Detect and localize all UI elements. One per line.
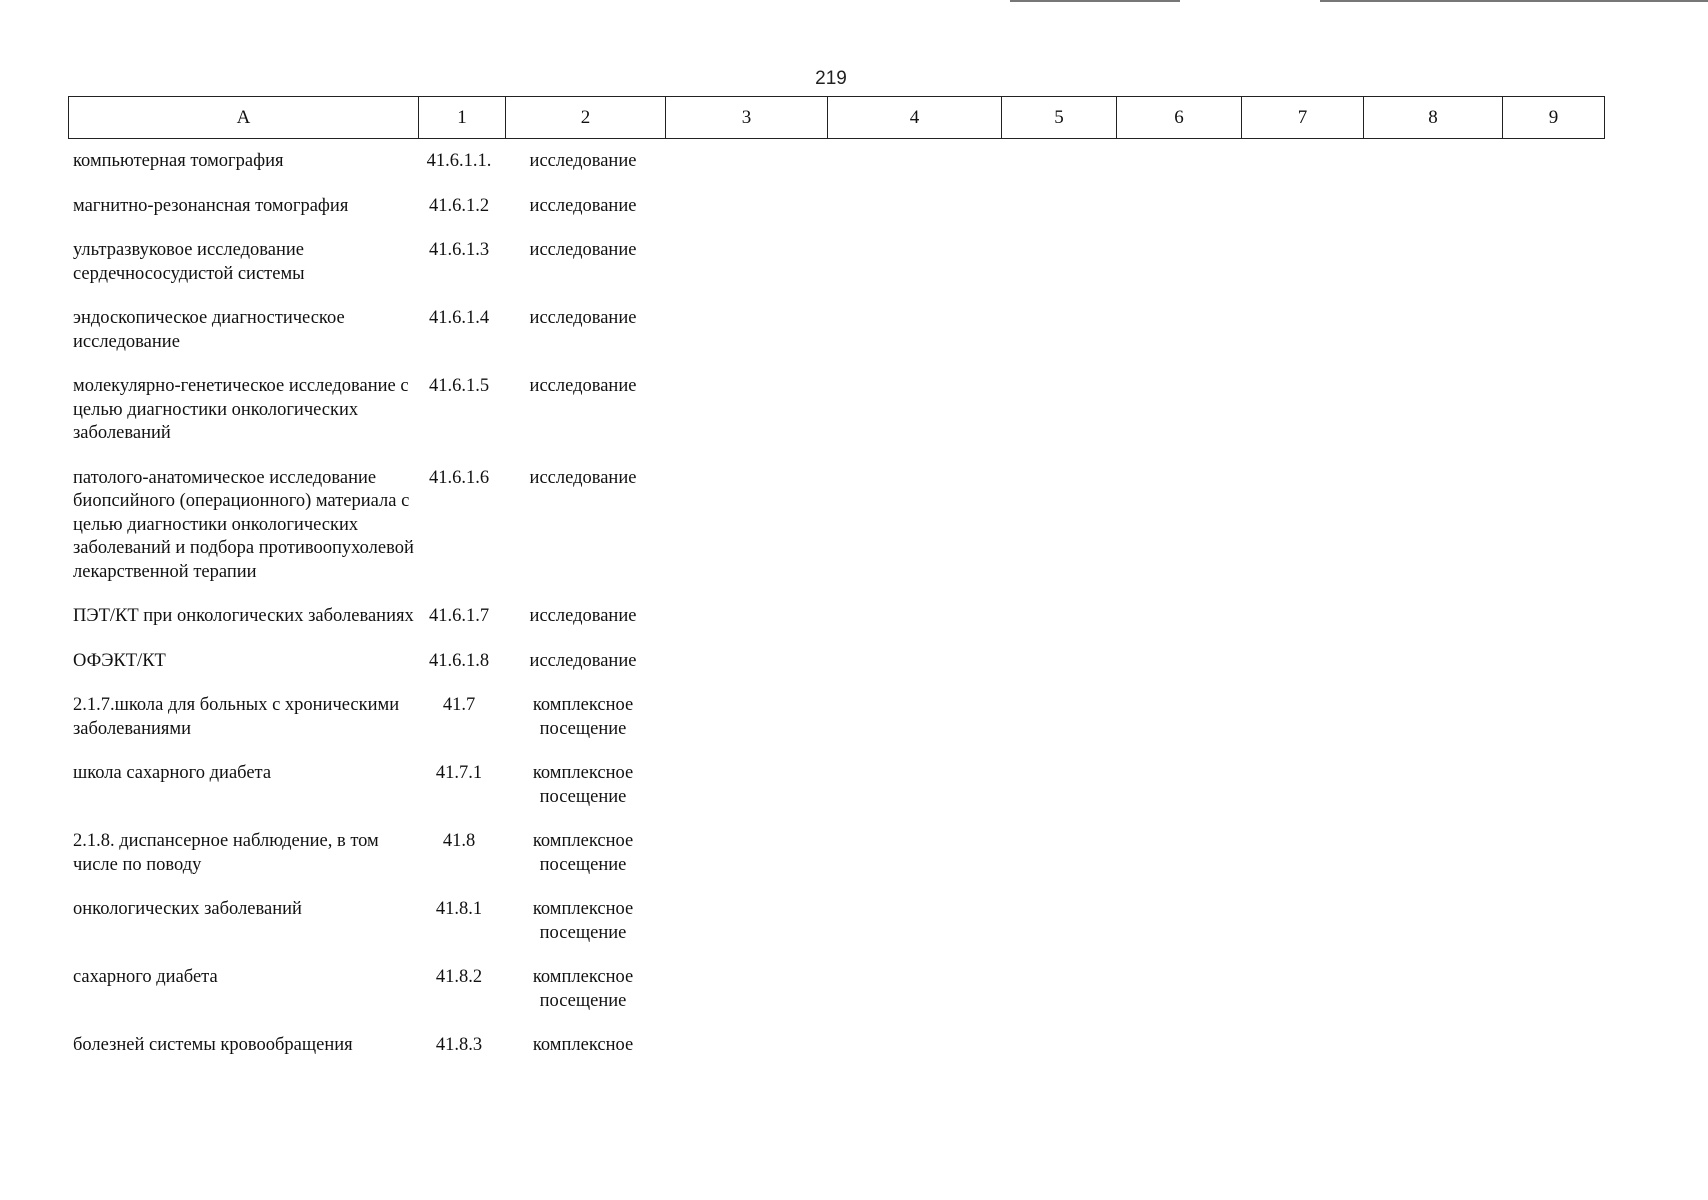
row-name: магнитно-резонансная томография xyxy=(73,195,349,216)
column-header-table xyxy=(68,96,1605,139)
row-name: сахарного диабета xyxy=(73,967,218,987)
row-name: онкологических заболеваний xyxy=(73,899,302,919)
header-cell-4: 4 xyxy=(828,97,1002,139)
row-code: 41.6.1.3 xyxy=(428,240,490,260)
row-code: 41.6.1.5 xyxy=(428,376,490,396)
table-row xyxy=(68,375,668,446)
row-code: 41.8.1 xyxy=(435,899,483,919)
scan-artifact-line xyxy=(1010,0,1180,2)
table-row xyxy=(68,1034,668,1058)
table-row xyxy=(68,150,668,174)
header-cell-6: 6 xyxy=(1117,97,1242,139)
row-code: 41.8.2 xyxy=(435,967,483,987)
table-row xyxy=(68,898,668,945)
row-code: 41.6.1.7 xyxy=(428,606,490,626)
header-cell-9: 9 xyxy=(1503,97,1605,139)
table-row xyxy=(68,650,668,674)
row-name: компьютерная томография xyxy=(73,151,284,171)
table-row xyxy=(68,966,668,1013)
row-code: 41.6.1.2 xyxy=(428,195,490,216)
row-unit: комплексное посещение xyxy=(532,831,634,875)
row-name: патолого-анатомическое исследование биопсийного (операционного) материала с целью диагностики онкологических заболеваний и подбора противоопухолевой лекарственной терапии xyxy=(73,467,414,582)
row-unit: комплексное посещение xyxy=(532,695,634,739)
table-row xyxy=(68,307,668,354)
row-unit: исследование xyxy=(529,376,637,396)
row-unit: исследование xyxy=(529,606,637,626)
row-unit: исследование xyxy=(529,151,637,171)
row-code: 41.6.1.8 xyxy=(428,650,490,671)
row-code: 41.6.1.4 xyxy=(428,308,490,328)
page-number: 219 xyxy=(815,68,847,89)
header-cell-5: 5 xyxy=(1002,97,1117,139)
row-code: 41.6.1.6 xyxy=(428,467,490,488)
table-row xyxy=(68,195,668,219)
row-name: молекулярно-генетическое исследование с целью диагностики онкологических заболеваний xyxy=(73,376,409,443)
table-row xyxy=(68,605,668,629)
row-unit: исследование xyxy=(529,650,637,671)
table-body xyxy=(68,150,668,1079)
row-unit: комплексное посещение xyxy=(532,967,634,1011)
row-name: 2.1.8. диспансерное наблюдение, в том числе по поводу xyxy=(73,831,379,875)
header-cell-8: 8 xyxy=(1364,97,1503,139)
table-row xyxy=(68,467,668,585)
row-code: 41.7.1 xyxy=(435,763,483,783)
header-cell-2: 2 xyxy=(506,97,666,139)
row-unit: комплексное посещение xyxy=(532,763,634,807)
row-name: школа сахарного диабета xyxy=(73,763,272,783)
row-code: 41.7 xyxy=(442,695,476,715)
table-row xyxy=(68,762,668,809)
row-unit: комплексное посещение xyxy=(532,899,634,943)
row-name: ультразвуковое исследование сердечнососудистой системы xyxy=(73,240,305,284)
row-unit: комплексное xyxy=(532,1035,634,1055)
scan-artifact-line xyxy=(1320,0,1708,2)
header-cell-a: А xyxy=(69,97,419,139)
row-code: 41.8 xyxy=(442,831,476,851)
header-cell-3: 3 xyxy=(666,97,828,139)
row-code: 41.8.3 xyxy=(435,1035,483,1055)
row-unit: исследование xyxy=(529,467,637,488)
row-code: 41.6.1.1. xyxy=(426,151,492,171)
header-cell-1: 1 xyxy=(419,97,506,139)
row-unit: исследование xyxy=(529,195,637,216)
table-row xyxy=(68,694,668,741)
row-unit: исследование xyxy=(529,308,637,328)
row-name: ПЭТ/КТ при онкологических заболеваниях xyxy=(73,606,414,626)
row-name: эндоскопическое диагностическое исследование xyxy=(73,308,345,352)
row-unit: исследование xyxy=(529,240,637,260)
row-name: ОФЭКТ/КТ xyxy=(73,650,166,671)
table-row xyxy=(68,239,668,286)
row-name: 2.1.7.школа для больных с хроническими заболеваниями xyxy=(73,695,400,739)
row-name: болезней системы кровообращения xyxy=(73,1035,353,1055)
header-cell-7: 7 xyxy=(1242,97,1364,139)
table-row xyxy=(68,830,668,877)
